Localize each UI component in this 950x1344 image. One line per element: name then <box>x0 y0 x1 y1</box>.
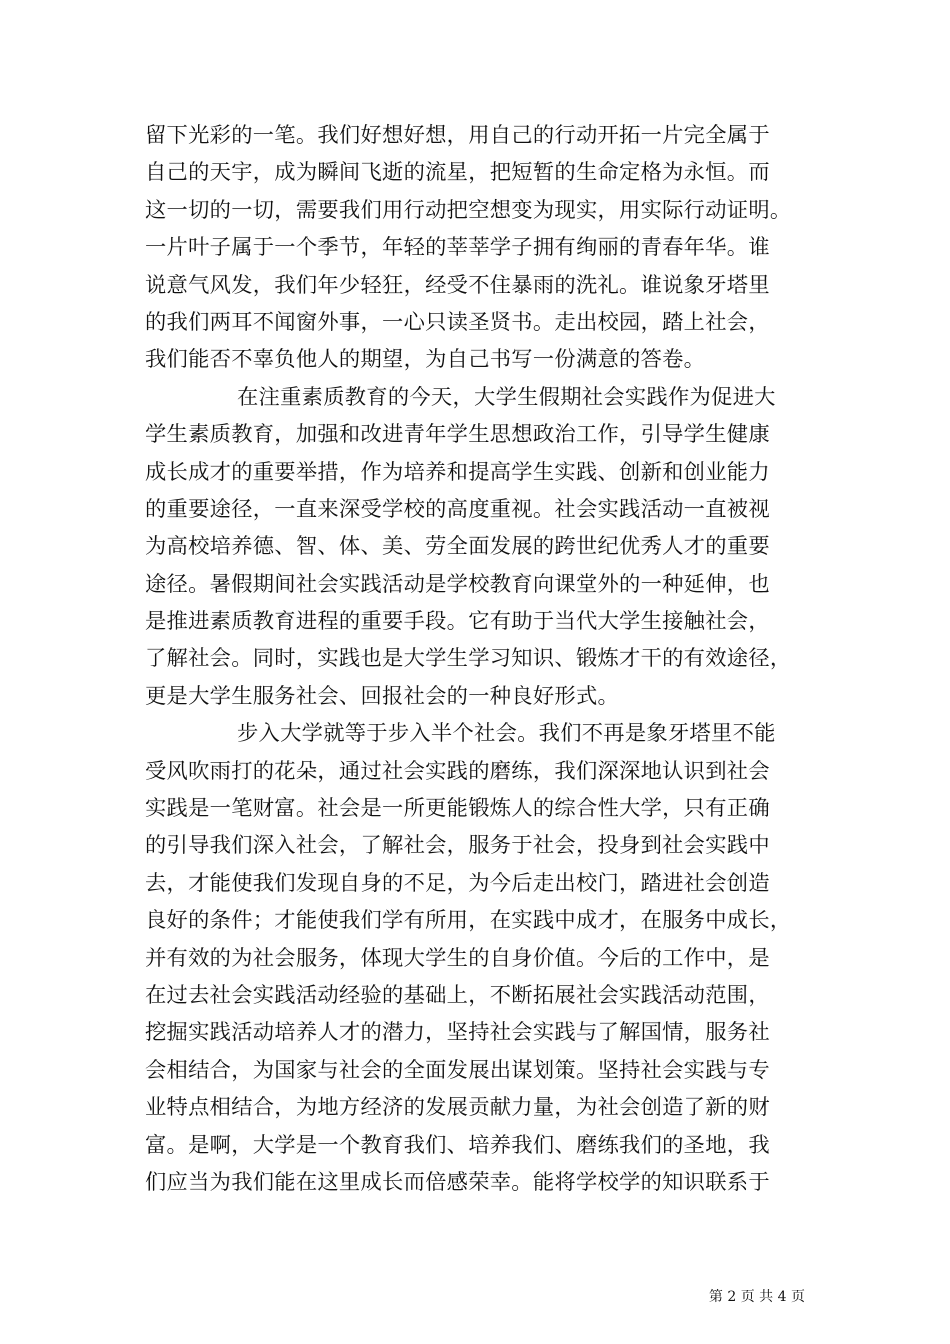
text-line: 在过去社会实践活动经验的基础上，不断拓展社会实践活动范围， <box>145 982 770 1008</box>
text-line: 富。是啊，大学是一个教育我们、培养我们、磨练我们的圣地，我 <box>145 1132 770 1158</box>
text-line: 这一切的一切，需要我们用行动把空想变为现实，用实际行动证明。 <box>145 197 792 223</box>
paragraph-first-line: 步入大学就等于步入半个社会。我们不再是象牙塔里不能 <box>237 721 776 747</box>
text-line: 了解社会。同时，实践也是大学生学习知识、锻炼才干的有效途径， <box>145 646 792 672</box>
text-line: 学生素质教育，加强和改进青年学生思想政治工作，引导学生健康 <box>145 422 770 448</box>
text-line: 说意气风发，我们年少轻狂，经受不住暴雨的洗礼。谁说象牙塔里 <box>145 272 770 298</box>
text-line: 挖掘实践活动培养人才的潜力，坚持社会实践与了解国情，服务社 <box>145 1020 770 1046</box>
text-line: 是推进素质教育进程的重要手段。它有助于当代大学生接触社会， <box>145 609 770 635</box>
text-line: 成长成才的重要举措，作为培养和提高学生实践、创新和创业能力 <box>145 459 770 485</box>
text-line: 更是大学生服务社会、回报社会的一种良好形式。 <box>145 683 620 709</box>
text-line: 们应当为我们能在这里成长而倍感荣幸。能将学校学的知识联系于 <box>145 1169 770 1195</box>
text-line: 为高校培养德、智、体、美、劳全面发展的跨世纪优秀人才的重要 <box>145 534 770 560</box>
text-line: 的我们两耳不闻窗外事，一心只读圣贤书。走出校园，踏上社会， <box>145 309 770 335</box>
text-line: 自己的天宇，成为瞬间飞逝的流星，把短暂的生命定格为永恒。而 <box>145 160 770 186</box>
text-line: 途径。暑假期间社会实践活动是学校教育向课堂外的一种延伸，也 <box>145 571 770 597</box>
text-line: 的引导我们深入社会，了解社会，服务于社会，投身到社会实践中 <box>145 833 770 859</box>
text-line: 良好的条件；才能使我们学有所用，在实践中成才，在服务中成长， <box>145 908 792 934</box>
text-line: 一片叶子属于一个季节，年轻的莘莘学子拥有绚丽的青春年华。谁 <box>145 235 770 261</box>
text-line: 业特点相结合，为地方经济的发展贡献力量，为社会创造了新的财 <box>145 1095 770 1121</box>
text-line: 受风吹雨打的花朵，通过社会实践的磨练，我们深深地认识到社会 <box>145 758 770 784</box>
text-line: 实践是一笔财富。社会是一所更能锻炼人的综合性大学，只有正确 <box>145 796 770 822</box>
text-line: 留下光彩的一笔。我们好想好想，用自己的行动开拓一片完全属于 <box>145 123 770 148</box>
paragraph-first-line: 在注重素质教育的今天，大学生假期社会实践作为促进大 <box>237 384 776 410</box>
text-line: 并有效的为社会服务，体现大学生的自身价值。今后的工作中，是 <box>145 945 770 971</box>
text-line: 的重要途径，一直来深受学校的高度重视。社会实践活动一直被视 <box>145 496 770 522</box>
text-line: 去，才能使我们发现自身的不足，为今后走出校门，踏进社会创造 <box>145 870 770 896</box>
page-number: 第 2 页 共 4 页 <box>708 1289 805 1305</box>
text-line: 会相结合，为国家与社会的全面发展出谋划策。坚持社会实践与专 <box>145 1057 770 1083</box>
text-line: 我们能否不辜负他人的期望，为自己书写一份满意的答卷。 <box>145 347 706 373</box>
body-text <box>145 117 815 1201</box>
